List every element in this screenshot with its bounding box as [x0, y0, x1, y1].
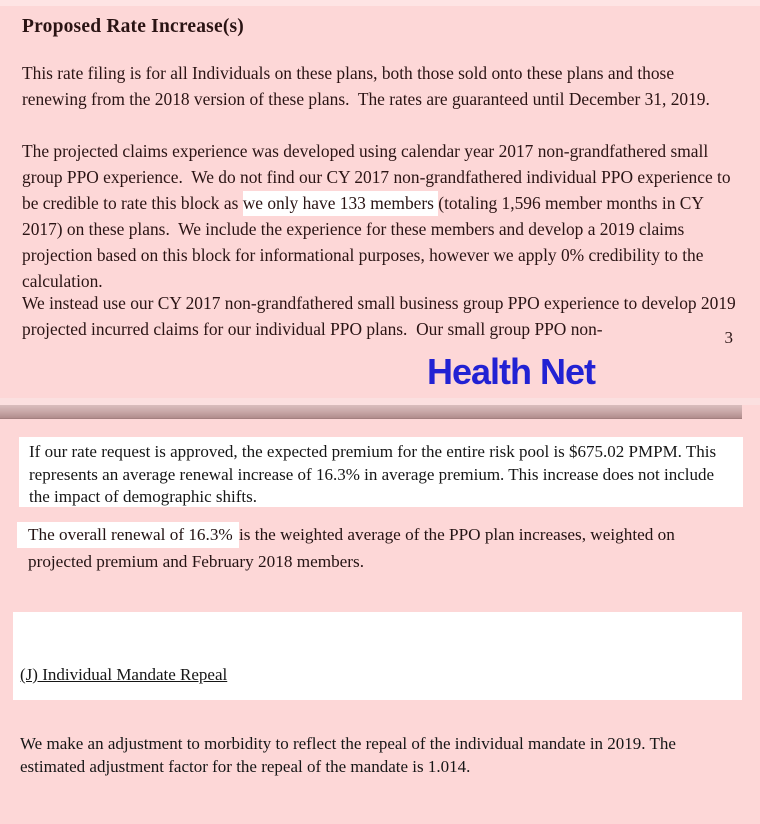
mandate-repeal-heading: (J) Individual Mandate Repeal: [20, 665, 228, 684]
renewal-highlight: The overall renewal of 16.3%: [17, 522, 239, 548]
claims-paragraph-pre: The projected claims experience was developed using calendar year 2017 non-grandfathered small group PPO experience. We do not find our CY 2017 non-grandfathered individual PPO experience to be credible to rate this block as: [22, 141, 735, 213]
premium-note-box: [19, 437, 743, 507]
renewal-paragraph: [28, 521, 738, 575]
top-edge-strip: [0, 0, 760, 6]
claims-paragraph-post: (totaling 1,596 member months in CY 2017) on these plans. We include the experience for these members and develop a 2019 claims projection based on this block for informational purposes, however we apply 0% credibility to the calculation.: [22, 193, 708, 291]
renewal-rest: is the weighted average of the PPO plan increases, weighted on projected premium and February 2018 members.: [28, 525, 680, 571]
separator-light-strip: [0, 398, 760, 405]
health-net-logo: Health Net: [427, 351, 596, 392]
mandate-repeal-box: [13, 612, 742, 776]
claims-experience-paragraph: [22, 138, 738, 294]
page-title: Proposed Rate Increase(s): [22, 16, 244, 37]
small-group-paragraph: We instead use our CY 2017 non-grandfathered small business group PPO experience to develop 2019 projected incurred claims for our individual PPO plans. Our small group PPO non-: [22, 293, 741, 339]
page-number: 3: [724, 328, 733, 347]
premium-note-text: If our rate request is approved, the expected premium for the entire risk pool is $675.02 PMPM. This represents an average renewal increase of 16.3% in average premium. This increase does not include the impact of demographic shifts.: [29, 442, 721, 506]
separator-bar: [0, 405, 742, 419]
mandate-repeal-body: We make an adjustment to morbidity to reflect the repeal of the individual mandate in 2019. The estimated adjustment factor for the repeal of the mandate is 1.014.: [20, 734, 681, 776]
members-count-highlight: we only have 133 members: [243, 191, 439, 216]
intro-paragraph: This rate filing is for all Individuals on these plans, both those sold onto these plans and those renewing from the 2018 version of these plans. The rates are guaranteed until December 31, 2019.: [22, 63, 710, 109]
